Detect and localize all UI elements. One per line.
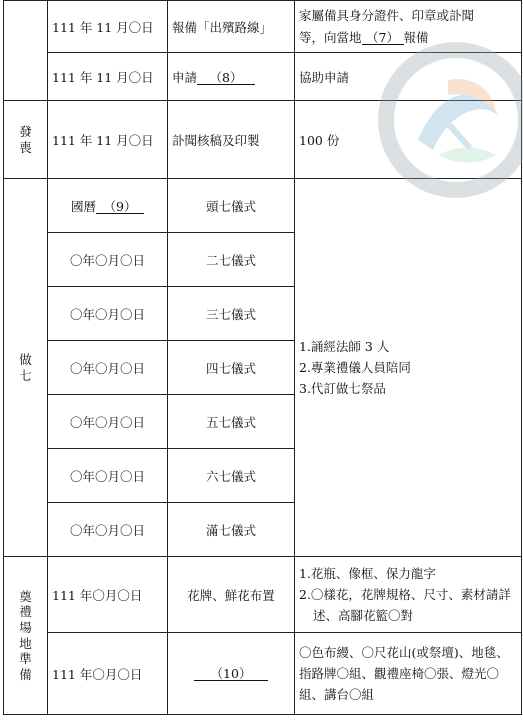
date-cell: 111 年 11 月〇日 bbox=[48, 101, 168, 179]
ceremony-cell: 三七儀式 bbox=[168, 287, 295, 341]
note-line: 2.〇樣花，花牌規格、尺寸、素材請詳述、高腳花籃〇對 bbox=[299, 586, 511, 624]
note-cell bbox=[295, 1, 522, 53]
section-cell-continued bbox=[4, 1, 48, 101]
note-line-with-blank: 等，向當地 （7） 報備 bbox=[299, 29, 429, 45]
date-cell: 111 年 11 月〇日 bbox=[48, 53, 168, 101]
date-cell: 〇年〇月〇日 bbox=[48, 341, 168, 395]
table-row bbox=[4, 101, 522, 179]
table-row bbox=[4, 633, 522, 715]
blank-8: （8） bbox=[197, 71, 255, 86]
date-cell: 〇年〇月〇日 bbox=[48, 287, 168, 341]
ceremony-cell: 五七儀式 bbox=[168, 395, 295, 449]
note-line: 1.誦經法師 3 人 bbox=[299, 338, 390, 354]
note-line: 1.花瓶、像框、保力龍字 bbox=[299, 565, 436, 581]
date-cell: 國曆 （9） bbox=[48, 179, 168, 233]
ceremony-cell: 滿七儀式 bbox=[168, 503, 295, 557]
ceremony-cell: 二七儀式 bbox=[168, 233, 295, 287]
ceremony-cell: 四七儀式 bbox=[168, 341, 295, 395]
note-cell: 協助申請 bbox=[295, 53, 522, 101]
table-row bbox=[4, 1, 522, 53]
blank-9: （9） bbox=[96, 200, 144, 215]
note-cell: 〇色布縵、〇尺花山(或祭壇)、地毯、指路牌〇組、觀禮座椅〇張、燈光〇組、講台〇組 bbox=[295, 633, 522, 715]
blank-10: （10） bbox=[194, 667, 268, 682]
note-cell: 100 份 bbox=[295, 101, 522, 179]
note-line: 3.代訂做七祭品 bbox=[299, 381, 386, 397]
section-label-zuoqi: 做七 bbox=[4, 179, 48, 557]
item-cell: 申請 （8） bbox=[168, 53, 295, 101]
date-cell: 〇年〇月〇日 bbox=[48, 233, 168, 287]
date-cell: 111 年〇月〇日 bbox=[48, 633, 168, 715]
zuoqi-notes-cell bbox=[295, 179, 522, 557]
table-row bbox=[4, 179, 522, 233]
date-cell: 〇年〇月〇日 bbox=[48, 395, 168, 449]
note-line: 家屬備具身分證件、印章或訃聞 bbox=[299, 8, 475, 24]
date-cell: 〇年〇月〇日 bbox=[48, 503, 168, 557]
table-row bbox=[4, 53, 522, 101]
date-cell: 〇年〇月〇日 bbox=[48, 449, 168, 503]
item-cell: 訃聞核稿及印製 bbox=[168, 101, 295, 179]
blank-7: （7） bbox=[362, 31, 404, 46]
funeral-schedule-table bbox=[3, 0, 522, 715]
item-cell bbox=[168, 633, 295, 715]
item-cell: 花牌、鮮花布置 bbox=[168, 557, 295, 633]
date-cell: 111 年〇月〇日 bbox=[48, 557, 168, 633]
section-label-fasang: 發喪 bbox=[4, 101, 48, 179]
note-line: 2.專業禮儀人員陪同 bbox=[299, 359, 411, 375]
table-row bbox=[4, 557, 522, 633]
date-cell: 111 年 11 月〇日 bbox=[48, 1, 168, 53]
item-cell: 報備「出殯路線」 bbox=[168, 1, 295, 53]
note-cell bbox=[295, 557, 522, 633]
ceremony-cell: 六七儀式 bbox=[168, 449, 295, 503]
section-label-venue: 奠禮場地準備 bbox=[4, 557, 48, 715]
ceremony-cell: 頭七儀式 bbox=[168, 179, 295, 233]
